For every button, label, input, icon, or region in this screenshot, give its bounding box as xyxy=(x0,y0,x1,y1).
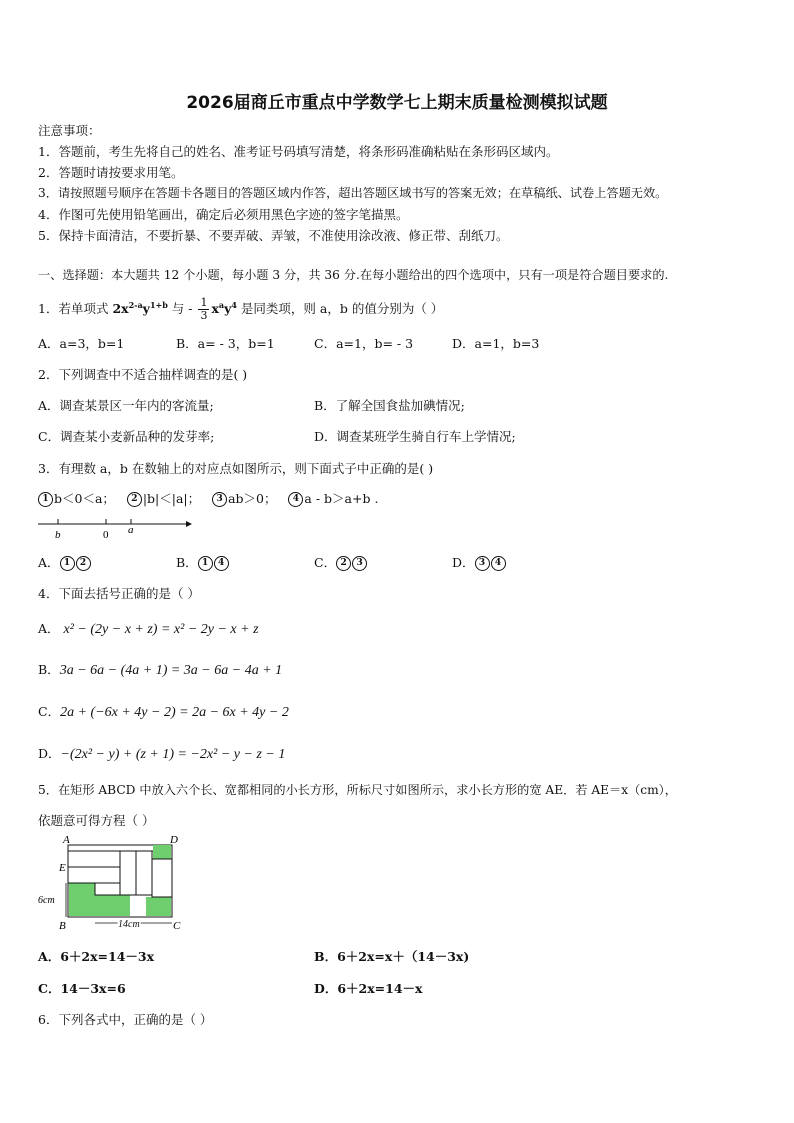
option-a: A．调查某景区一年内的客流量; xyxy=(38,398,214,413)
notice-item: 4．作图可先使用铅笔画出，确定后必须用黑色字迹的签字笔描黑。 xyxy=(38,207,409,222)
option-a: A． x² − (2y − x + z) = x² − 2y − x + z xyxy=(38,621,259,637)
circled-number: 3 xyxy=(212,492,227,507)
label-14cm: 14cm xyxy=(118,919,140,930)
shaded-region xyxy=(69,883,95,916)
option-b: B．3a − 6a − (4a + 1) = 3a − 6a − 4a + 1 xyxy=(38,662,283,678)
shaded-region xyxy=(95,895,130,916)
label-a: A xyxy=(63,834,70,846)
small-rectangle xyxy=(68,851,120,867)
notice-heading: 注意事项： xyxy=(38,123,101,138)
label-d: D xyxy=(170,834,178,846)
question-5-stem-line1: 5．在矩形 ABCD 中放入六个长、宽都相同的小长方形，所标尺寸如图所示，求小长方形的宽 AE．若 AE＝x（cm）， xyxy=(38,783,677,797)
small-rectangle xyxy=(68,867,120,883)
option-d: D．a=1，b=3 xyxy=(452,336,540,351)
notice-item: 1．答题前，考生先将自己的姓名、准考证号码填写清楚，将条形码准确粘贴在条形码区域内。 xyxy=(38,144,559,159)
label-b: B xyxy=(59,920,66,932)
question-4-stem: 4．下面去括号正确的是（ ） xyxy=(38,586,200,601)
label-e: E xyxy=(59,862,66,874)
option-d: D．调查某班学生骑自行车上学情况; xyxy=(314,429,516,444)
axis-label-a: a xyxy=(128,524,134,536)
option-c: C．调查某小麦新品种的发芽率; xyxy=(38,429,215,444)
option-d: D．−(2x² − y) + (z + 1) = −2x² − y − z − 1 xyxy=(38,746,286,762)
axis-label-0: 0 xyxy=(103,529,109,541)
small-rectangle xyxy=(136,851,152,895)
label-c: C xyxy=(173,920,181,932)
question-6-stem: 6．下列各式中，正确的是（ ） xyxy=(38,1012,213,1027)
page-title: 2026届商丘市重点中学数学七上期末质量检测模拟试题 xyxy=(186,93,608,113)
fraction: $\frac{1}{3}$ xyxy=(200,296,208,323)
small-rectangle xyxy=(152,859,172,897)
small-rectangle xyxy=(120,851,136,895)
shaded-region xyxy=(146,897,171,916)
number-line-figure xyxy=(36,514,196,542)
axis-label-b: b xyxy=(55,529,61,541)
axis-arrow xyxy=(186,521,192,527)
option-a: A．6＋2x=14－3x xyxy=(38,949,155,964)
option-b: B．了解全国食盐加碘情况; xyxy=(314,398,465,413)
option-d: D． 3 4 xyxy=(452,553,507,571)
circled-number: 2 xyxy=(127,492,142,507)
option-c: C．a=1，b= - 3 xyxy=(314,336,414,351)
option-a: A． 1 2 xyxy=(38,553,92,571)
question-3-stem: 3．有理数 a，b 在数轴上的对应点如图所示，则下面式子中正确的是( ) xyxy=(38,461,434,476)
notice-item: 3．请按照题号顺序在答题卡各题目的答题区域内作答，超出答题区域书写的答案无效；在草稿纸、试卷上答题无效。 xyxy=(38,186,668,200)
option-d: D．6＋2x=14－x xyxy=(314,981,423,996)
notice-item: 2．答题时请按要求用笔。 xyxy=(38,165,184,180)
question-1-stem: 1．若单项式 $2x^{2-a}y^{1+b}$ 与 - $\frac{1}{3}$ $x^ay^4$ 是同类项，则 a，b 的值分别为（ ） xyxy=(38,296,444,323)
option-b: B．a= - 3，b=1 xyxy=(176,336,275,351)
option-c: C．2a + (−6x + 4y − 2) = 2a − 6x + 4y − 2 xyxy=(38,704,289,720)
option-c: C． 2 3 xyxy=(314,553,368,571)
shaded-region xyxy=(153,845,171,859)
circled-number: 4 xyxy=(288,492,303,507)
option-b: B．6＋2x=x＋（14－3x) xyxy=(314,949,470,964)
option-a: A．a=3，b=1 xyxy=(38,336,125,351)
option-b: B． 1 4 xyxy=(176,553,230,571)
circled-number: 1 xyxy=(38,492,53,507)
option-c: C．14－3x=6 xyxy=(38,981,126,996)
rectangle-figure xyxy=(36,833,186,935)
question-3-statements: 1 b＜0＜a； 2 |b|＜|a|； 3 ab＞0； 4 a - b＞a+b . xyxy=(38,489,378,507)
label-6cm: 6cm xyxy=(38,895,55,906)
notice-item: 5．保持卡面清洁，不要折暴、不要弄破、弄皱，不准使用涂改液、修正带、刮纸刀。 xyxy=(38,228,509,243)
section-heading: 一、选择题：本大题共 12 个小题，每小题 3 分，共 36 分.在每小题给出的四个选项中，只有一项是符合题目要求的. xyxy=(38,268,669,282)
question-5-stem-line2: 依题意可得方程（ ） xyxy=(38,813,155,828)
question-2-stem: 2．下列调查中不适合抽样调查的是( ) xyxy=(38,367,248,382)
